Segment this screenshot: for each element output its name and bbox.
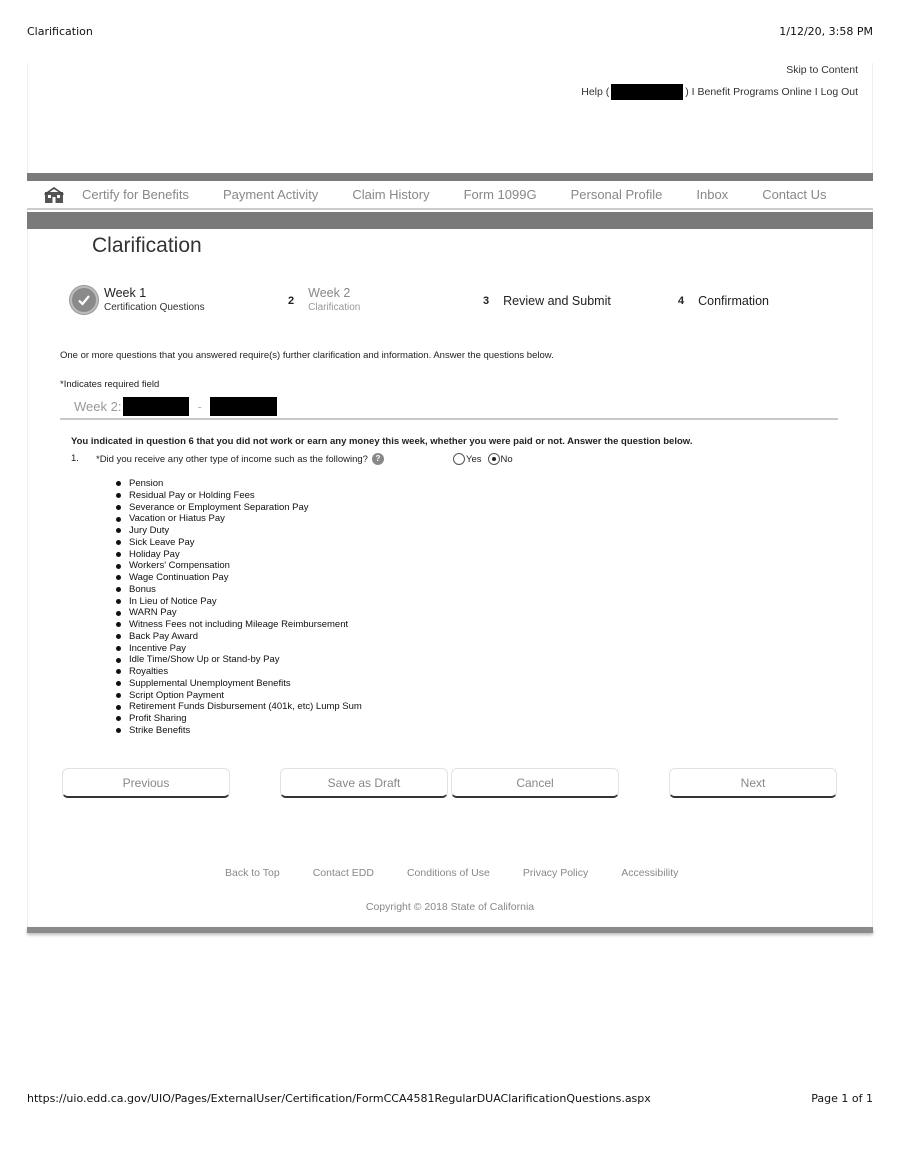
cancel-button[interactable]: Cancel (451, 768, 619, 798)
list-item: Wage Continuation Pay (116, 572, 362, 584)
required-field-note: *Indicates required field (60, 379, 160, 390)
step-1-subtitle: Certification Questions (104, 302, 205, 313)
step-4 (678, 294, 769, 308)
footer-conditions-of-use[interactable]: Conditions of Use (406, 867, 490, 879)
redacted-block (611, 84, 683, 100)
list-item: Profit Sharing (116, 713, 362, 725)
list-item: Strike Benefits (116, 725, 362, 737)
week-label: Week 2: (74, 399, 122, 414)
print-page-number: Page 1 of 1 (811, 1092, 873, 1105)
week-heading (74, 397, 277, 416)
skip-to-content-link[interactable]: Skip to Content (786, 64, 858, 76)
list-item: Holiday Pay (116, 549, 362, 561)
list-item: Idle Time/Show Up or Stand-by Pay (116, 654, 362, 666)
list-item: Script Option Payment (116, 690, 362, 702)
step-progress (70, 286, 850, 320)
footer-contact-edd[interactable]: Contact EDD (312, 867, 374, 879)
step-3-title: Review and Submit (503, 294, 611, 308)
step-2-subtitle: Clarification (308, 302, 361, 313)
previous-button[interactable]: Previous (62, 768, 230, 798)
benefit-programs-logout-links[interactable]: ) I Benefit Programs Online I Log Out (685, 86, 858, 98)
nav-payment-activity[interactable]: Payment Activity (222, 187, 319, 202)
home-icon[interactable] (44, 187, 64, 203)
utility-links (581, 84, 858, 100)
main-nav (27, 181, 873, 210)
list-item: Sick Leave Pay (116, 537, 362, 549)
list-item: In Lieu of Notice Pay (116, 596, 362, 608)
nav-bottom-bar (27, 212, 873, 229)
step-4-number: 4 (678, 295, 685, 307)
list-item: Supplemental Unemployment Benefits (116, 678, 362, 690)
nav-contact-us[interactable]: Contact Us (762, 187, 827, 202)
intro-text: One or more questions that you answered require(s) further clarification and information. Answer the questions below. (60, 350, 554, 361)
list-item: Vacation or Hiatus Pay (116, 513, 362, 525)
nav-top-bar (27, 173, 873, 181)
help-link[interactable]: Help ( (581, 86, 610, 98)
step-1 (70, 286, 205, 314)
print-url: https://uio.edd.ca.gov/UIO/Pages/ExternalUser/Certification/FormCCA4581RegularDUAClarificationQuestions.aspx (27, 1092, 651, 1105)
week-dash: - (197, 399, 202, 414)
question-number: 1. (71, 453, 79, 464)
footer-back-to-top[interactable]: Back to Top (225, 867, 280, 879)
step-4-title: Confirmation (698, 294, 769, 308)
income-types-list (116, 478, 362, 737)
step-1-title: Week 1 (104, 286, 147, 300)
bottom-bar (27, 927, 873, 933)
list-item: Witness Fees not including Mileage Reimbursement (116, 619, 362, 631)
question-intro: You indicated in question 6 that you did not work or earn any money this week, whether you were paid or not. Answer the question below. (71, 436, 693, 447)
nav-claim-history[interactable]: Claim History (352, 187, 430, 202)
step-2 (288, 286, 360, 313)
page-title: Clarification (92, 234, 202, 257)
yes-label: Yes (466, 453, 482, 465)
nav-certify-for-benefits[interactable]: Certify for Benefits (82, 187, 189, 202)
copyright: Copyright © 2018 State of California (365, 901, 535, 913)
no-label: No (500, 453, 513, 465)
list-item: Back Pay Award (116, 631, 362, 643)
next-button[interactable]: Next (669, 768, 837, 798)
help-icon[interactable]: ? (372, 453, 384, 465)
question-text-wrap (96, 453, 384, 465)
print-title: Clarification (27, 25, 93, 38)
list-item: Retirement Funds Disbursement (401k, etc) Lump Sum (116, 701, 362, 713)
list-item: Bonus (116, 584, 362, 596)
yes-radio[interactable] (453, 453, 465, 465)
list-item: Jury Duty (116, 525, 362, 537)
redacted-block (123, 397, 189, 416)
step-3 (483, 294, 611, 308)
footer-privacy-policy[interactable]: Privacy Policy (522, 867, 589, 879)
footer-links (225, 867, 711, 879)
nav-personal-profile[interactable]: Personal Profile (570, 187, 663, 202)
print-datetime: 1/12/20, 3:58 PM (779, 25, 873, 38)
step-2-number: 2 (288, 295, 295, 307)
question-text: *Did you receive any other type of income such as the following? (96, 453, 368, 465)
list-item: Pension (116, 478, 362, 490)
divider (60, 418, 838, 420)
list-item: Royalties (116, 666, 362, 678)
list-item: Workers' Compensation (116, 560, 362, 572)
step-2-title: Week 2 (308, 286, 351, 300)
no-radio[interactable] (488, 453, 500, 465)
question-row (71, 453, 771, 469)
list-item: Residual Pay or Holding Fees (116, 490, 362, 502)
list-item: WARN Pay (116, 607, 362, 619)
nav-form-1099g[interactable]: Form 1099G (463, 187, 537, 202)
save-as-draft-button[interactable]: Save as Draft (280, 768, 448, 798)
nav-inbox[interactable]: Inbox (696, 187, 729, 202)
redacted-block (210, 397, 277, 416)
question-options (453, 453, 519, 465)
step-3-number: 3 (483, 295, 490, 307)
footer-accessibility[interactable]: Accessibility (621, 867, 679, 879)
list-item: Incentive Pay (116, 643, 362, 655)
list-item: Severance or Employment Separation Pay (116, 502, 362, 514)
checkmark-icon (70, 286, 98, 314)
